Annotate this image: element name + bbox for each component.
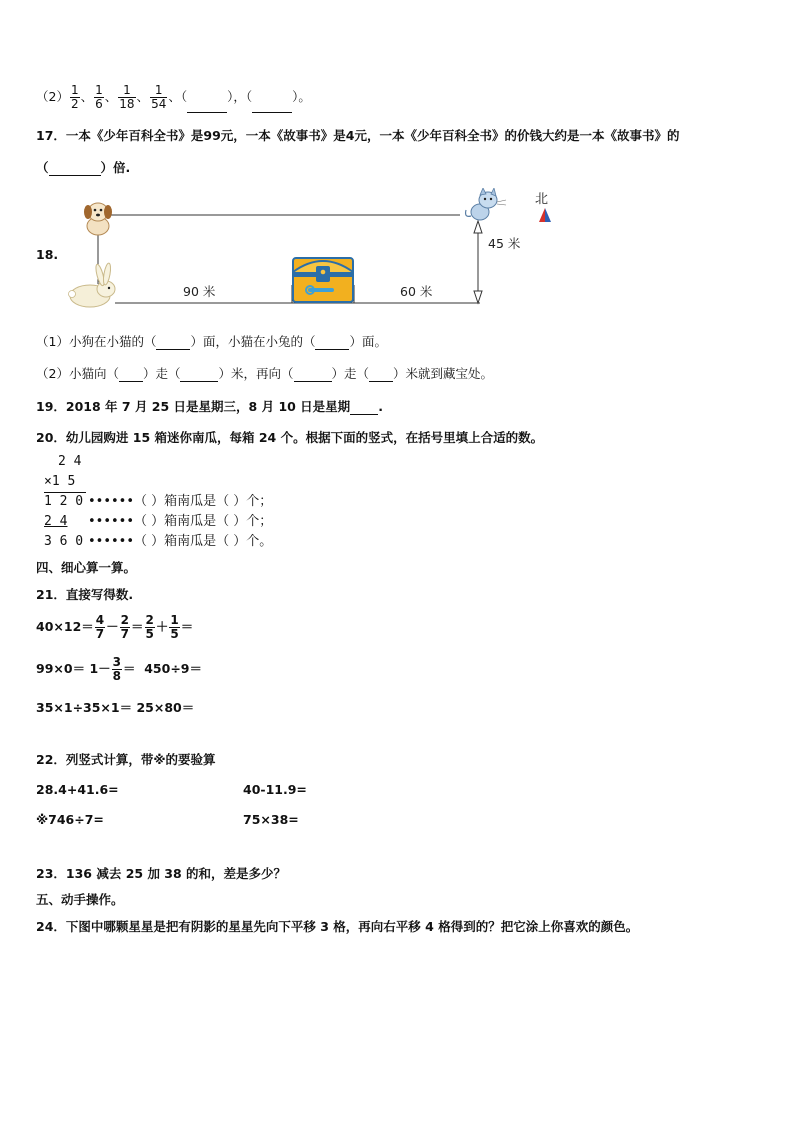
q18-blank-1[interactable] [156,334,190,350]
dog-icon [84,203,112,235]
q18-number: 18. [36,247,59,262]
label-90m: 90 米 [183,284,216,299]
q18-sub1: （1）小狗在小猫的（ ）面，小猫在小兔的（ ）面。 [36,334,387,349]
north-label: 北 [535,192,549,207]
q22-item: ※746÷7= [36,812,104,827]
q18-blank-3[interactable] [119,366,143,382]
fraction-4-7: $\frac{4}{7}$ [95,613,105,641]
q20-partial-row: 1 2 0 ••••••（ ）箱南瓜是（ ）个； [44,494,273,509]
q24: 24．下图中哪颗星星是把有阴影的星星先向下平移 3 格，再向右平移 4 格得到的？把它涂上你喜欢的颜色。 [36,919,639,934]
q16-part2: （2） $\frac{1}{2}$ 、 $\frac{1}{6}$ 、 $\frac{1}{18}$ 、 $\frac{1}{54}$ 、（ ），（ ）。 [36,83,311,111]
fraction-3-8: $\frac{3}{8}$ [112,655,121,683]
q17-line2: （ ）倍. [36,160,131,175]
label-45m: 45 米 [488,236,521,251]
rabbit-icon [69,263,116,307]
q17-line1: 17．一本《少年百科全书》是99元，一本《故事书》是4元，一本《少年百科全书》的价钱大约是一本《故事书》的 [36,128,680,143]
q17-answer-blank[interactable] [49,160,101,176]
label-60m: 60 米 [400,284,433,299]
q18-blank-4[interactable] [180,366,218,382]
answer-blank-2[interactable] [252,82,292,113]
fraction-1-2: $\frac{1}{2}$ [70,83,79,111]
q19-answer-blank[interactable] [350,399,378,415]
q19: 19．2018 年 7 月 25 日是星期三，8 月 10 日是星期 . [36,399,383,414]
q18-blank-6[interactable] [369,366,393,382]
q20-partial-rows [44,492,272,552]
q21-row2: 99×0＝ 1－ $\frac{3}{8}$ ＝ 450÷9＝ [36,655,202,683]
fraction-1-18: $\frac{1}{18}$ [119,83,135,111]
q20-row1: 2 4 [58,454,82,469]
fraction-2-7: $\frac{2}{7}$ [120,613,129,641]
q22-item: 28.4+41.6= [36,782,119,797]
q18-blank-5[interactable] [294,366,332,382]
q20-partial-row: 2 4 ••••••（ ）箱南瓜是（ ）个； [44,514,273,529]
answer-blank-1[interactable] [187,82,227,113]
q22-title: 22．列竖式计算，带※的要验算 [36,752,216,767]
q18-blank-2[interactable] [315,334,349,350]
q22-item: 75×38= [243,812,299,827]
q18-map-diagram [60,188,580,320]
fraction-2-5: $\frac{2}{5}$ [145,613,154,641]
treasure-chest-icon [293,258,353,302]
section-5-heading: 五、动手操作。 [36,892,124,907]
q21-row3: 35×1÷35×1＝ 25×80＝ [36,700,195,715]
fraction-1-54: $\frac{1}{54}$ [151,83,167,111]
q20-text: 20．幼儿园购进 15 箱迷你南瓜，每箱 24 个。根据下面的竖式，在括号里填上合适的数。 [36,430,544,445]
q18-sub2: （2）小猫向（ ）走（ ）米，再向（ ）走（ ）米就到藏宝处。 [36,366,494,381]
cat-icon [466,188,506,220]
q21-row1: 40×12＝ $\frac{4}{7}$ － $\frac{2}{7}$ ＝ $\frac{2}{5}$ ＋ $\frac{1}{5}$ ＝ [36,613,194,641]
q20-vertical-multiplication [44,452,86,493]
q23: 23．136 减去 25 加 38 的和，差是多少？ [36,866,287,881]
q20-row2: ×1 5 [44,472,86,493]
q20-partial-row: 3 6 0 ••••••（ ）箱南瓜是（ ）个。 [44,534,273,549]
north-arrow-icon [539,208,551,222]
fraction-1-5: $\frac{1}{5}$ [170,613,179,641]
q21-title: 21．直接写得数. [36,587,134,602]
fraction-1-6: $\frac{1}{6}$ [95,83,103,111]
section-4-heading: 四、细心算一算。 [36,560,137,575]
q22-item: 40-11.9= [243,782,307,797]
